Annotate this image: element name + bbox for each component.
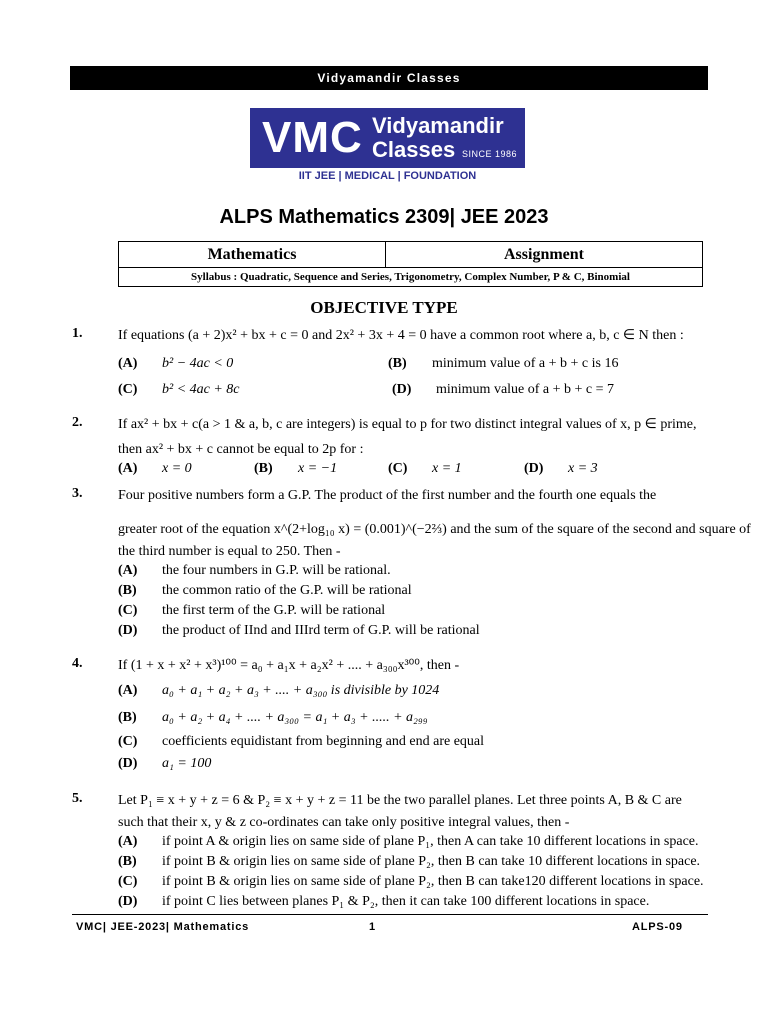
q5-option-d: (D) if point C lies between planes P₁ & P₂, then it can take 100 different locations in space. [118, 894, 650, 909]
q2-option-b: (B) x = −1 [254, 461, 338, 476]
q3-option-d: (D) the product of IInd and IIIrd term of G.P. will be rational [118, 623, 480, 638]
q1-text: If equations (a + 2)x² + bx + c = 0 and 2x² + 3x + 4 = 0 have a common root where a, b, c ∈ N then : [118, 328, 684, 343]
q3-option-b: (B) the common ratio of the G.P. will be rational [118, 583, 412, 598]
q4-text: If (1 + x + x² + x³)¹⁰⁰ = a₀ + a₁x + a₂x² + .... + a₃₀₀x³⁰⁰, then - [118, 658, 460, 673]
footer-right: ALPS-09 [632, 921, 683, 933]
q4-option-b: (B) a₀ + a₂ + a₄ + .... + a₃₀₀ = a₁ + a₃ + ..... + a₂₉₉ [118, 710, 428, 725]
q3-line3: the third number is equal to 250. Then - [118, 544, 341, 559]
q1-option-d: (D) minimum value of a + b + c = 7 [392, 382, 615, 397]
q2-option-a: (A) x = 0 [118, 461, 192, 476]
q1-option-c: (C) b² < 4ac + 8c [118, 382, 240, 397]
q5-number: 5. [72, 791, 83, 806]
type-cell: Assignment [386, 242, 703, 268]
q4-number: 4. [72, 656, 83, 671]
header-bar: Vidyamandir Classes [70, 66, 708, 90]
logo-tagline: IIT JEE | MEDICAL | FOUNDATION [298, 170, 477, 182]
q3-line2: greater root of the equation x^(2+log₁₀ x) = (0.001)^(−2⅔) and the sum of the square of the second and square of [118, 522, 751, 537]
q1-option-b: (B) minimum value of a + b + c is 16 [388, 356, 619, 371]
footer-divider [72, 914, 708, 915]
q3-option-a: (A) the four numbers in G.P. will be rational. [118, 563, 391, 578]
header-table [118, 241, 703, 287]
q1-number: 1. [72, 326, 83, 341]
q5-option-a: (A) if point A & origin lies on same side of plane P₁, then A can take 10 different locations in space. [118, 834, 699, 849]
logo-line2: Classes [372, 137, 456, 162]
q5-option-c: (C) if point B & origin lies on same side of plane P₂, then B can take120 different locations in space. [118, 874, 704, 889]
q2-option-c: (C) x = 1 [388, 461, 462, 476]
q4-option-a: (A) a₀ + a₁ + a₂ + a₃ + .... + a₃₀₀ is divisible by 1024 [118, 683, 440, 698]
q2-number: 2. [72, 415, 83, 430]
vmc-logo [250, 108, 525, 168]
footer-left: VMC| JEE-2023| Mathematics [76, 921, 250, 933]
q5-option-b: (B) if point B & origin lies on same side of plane P₂, then B can take 10 different locations in space. [118, 854, 701, 869]
q5-line2: such that their x, y & z co-ordinates can take only positive integral values, then - [118, 815, 570, 830]
q4-option-c: (C) coefficients equidistant from beginning and end are equal [118, 734, 485, 749]
logo-line1: Vidyamandir [372, 113, 504, 138]
logo-since: SINCE 1986 [462, 149, 518, 159]
footer-page-number: 1 [369, 921, 376, 933]
q4-option-d: (D) a₁ = 100 [118, 756, 212, 771]
syllabus-cell: Syllabus : Quadratic, Sequence and Series, Trigonometry, Complex Number, P & C, Binomial [119, 268, 703, 287]
q2-option-d: (D) x = 3 [524, 461, 598, 476]
q3-number: 3. [72, 486, 83, 501]
logo-mark: VMC [262, 113, 363, 162]
subject-cell: Mathematics [119, 242, 386, 268]
q1-option-a: (A) b² − 4ac < 0 [118, 356, 234, 371]
q2-line2: then ax² + bx + c cannot be equal to 2p for : [118, 442, 364, 457]
q3-option-c: (C) the first term of the G.P. will be rational [118, 603, 386, 618]
section-heading: OBJECTIVE TYPE [310, 298, 458, 317]
q5-line1: Let P₁ ≡ x + y + z = 6 & P₂ ≡ x + y + z = 11 be the two parallel planes. Let three points A, B & C are [118, 793, 682, 808]
q2-line1: If ax² + bx + c(a > 1 & a, b, c are integers) is equal to p for two distinct integral values of x, p ∈ prime, [118, 417, 697, 432]
q3-line1: Four positive numbers form a G.P. The product of the first number and the fourth one equals the [118, 488, 657, 503]
page-title: ALPS Mathematics 2309| JEE 2023 [219, 206, 549, 228]
